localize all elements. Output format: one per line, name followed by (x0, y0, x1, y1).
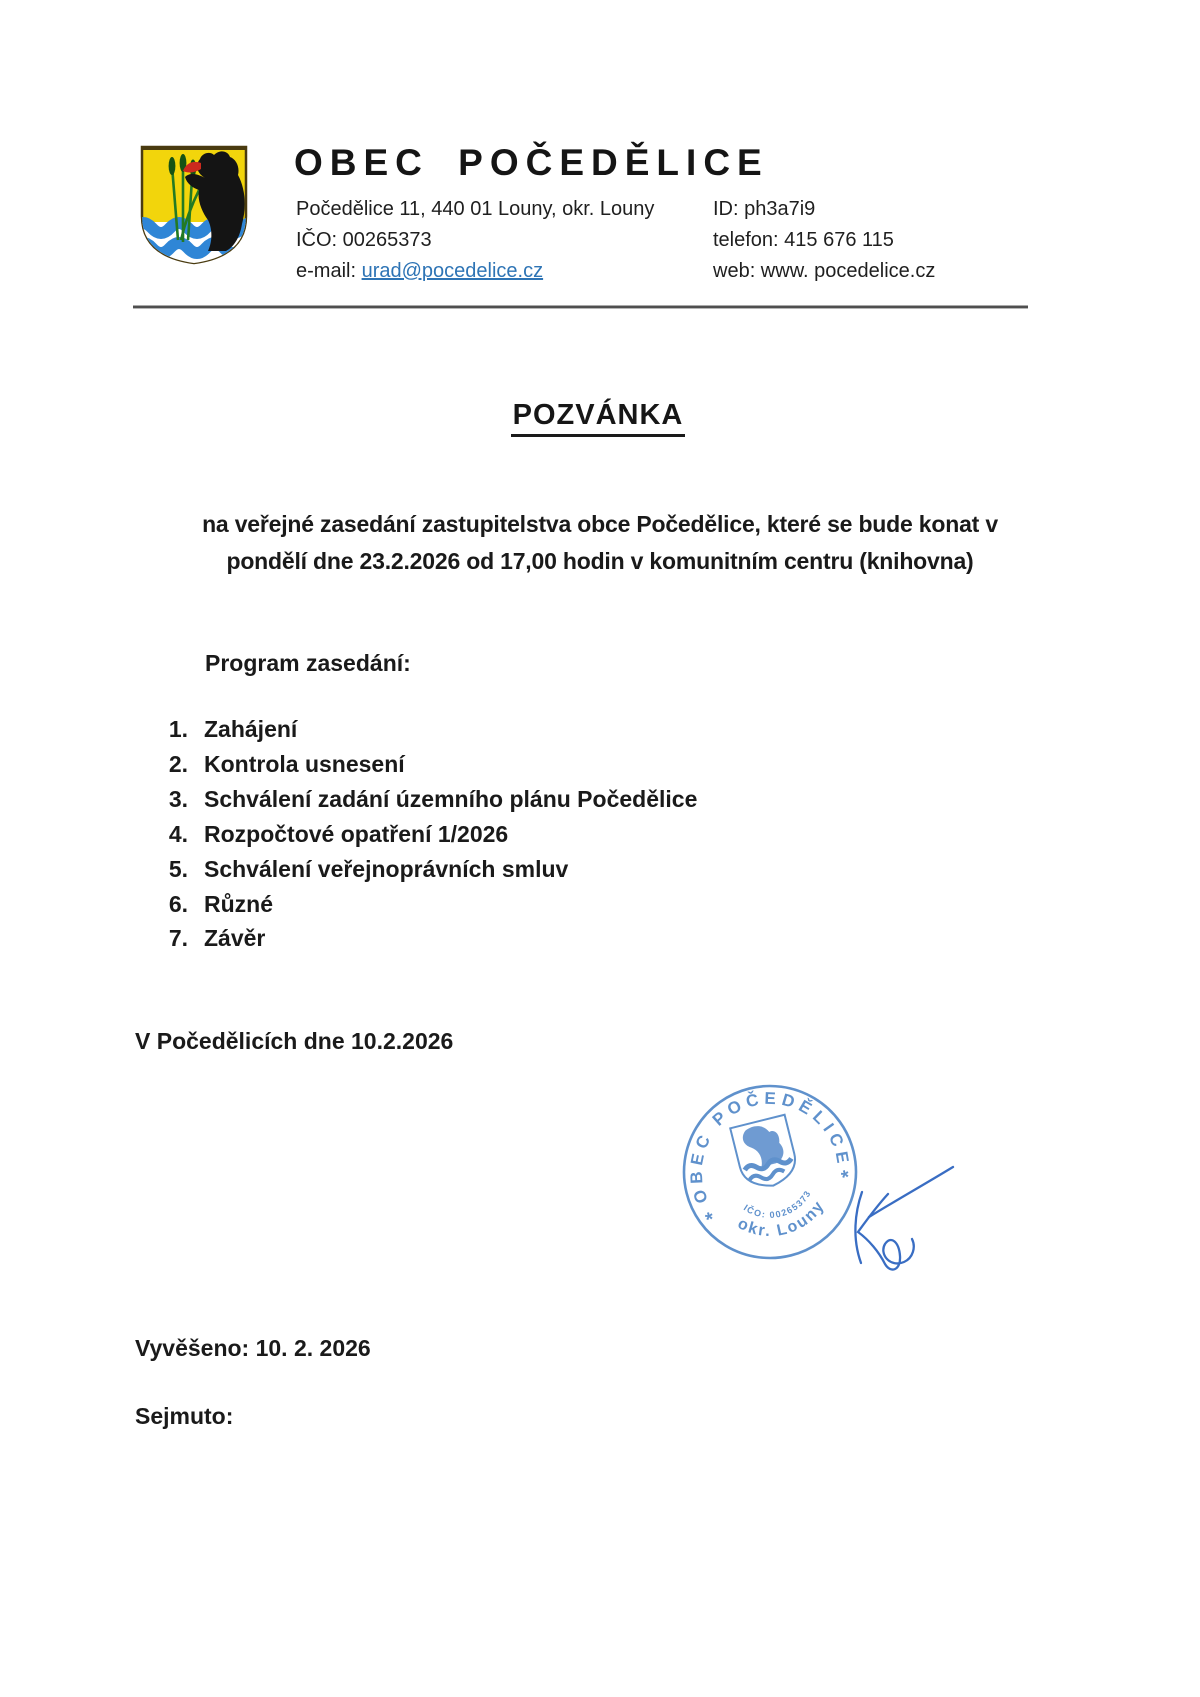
phone-line: telefon: 415 676 115 (713, 229, 894, 251)
intro-paragraph (0, 506, 1200, 580)
email-link[interactable]: urad@pocedelice.cz (361, 260, 544, 282)
doc-title-row (0, 399, 1196, 437)
item-number: 4. (168, 820, 188, 847)
ico-line: IČO: 00265373 (296, 229, 432, 251)
intro-line-1: na veřejné zasedání zastupitelstva obce Počedělice, které se bude konat v (202, 511, 998, 537)
item-text: Schválení veřejnoprávních smluv (204, 855, 569, 882)
item-number: 6. (168, 890, 188, 917)
program-item (160, 887, 697, 922)
program-heading: Program zasedání: (205, 650, 411, 676)
contact-left-column (296, 194, 654, 287)
program-item (160, 817, 697, 852)
program-item (160, 747, 697, 782)
item-number: 1. (168, 716, 188, 742)
item-text: Různé (204, 890, 273, 917)
intro-line-2: pondělí dne 23.2.2026 od 17,00 hodin v komunitním centru (knihovna) (226, 548, 974, 574)
email-label: e-mail: (296, 260, 362, 282)
coat-of-arms-icon (138, 144, 250, 266)
stamp-top-text: OBEC POČEDĚLICE (686, 1088, 854, 1206)
item-text: Schválení zadání územního plánu Počedělice (204, 785, 698, 812)
item-text: Zahájení (204, 716, 298, 742)
stamp-ico-text: IČO: 00265373 (741, 1188, 814, 1221)
item-text: Závěr (204, 925, 266, 952)
svg-text:okr. Louny (732, 1195, 834, 1250)
program-item (160, 852, 697, 887)
org-name: OBEC POČEDĚLICE (294, 142, 769, 183)
email-line (296, 256, 654, 287)
item-number: 5. (168, 855, 188, 882)
program-item (160, 782, 697, 817)
stamp-star-right: * (839, 1166, 853, 1190)
removed-line: Sejmuto: (135, 1403, 234, 1429)
header-divider (133, 305, 1028, 309)
address-line: Počedělice 11, 440 01 Louny, okr. Louny (296, 198, 655, 220)
item-text: Rozpočtové opatření 1/2026 (204, 820, 509, 847)
id-line: ID: ph3a7i9 (713, 198, 816, 220)
program-item (160, 921, 697, 956)
signature-graphic (838, 1152, 973, 1282)
doc-title: POZVÁNKA (511, 399, 686, 437)
posted-line: Vyvěšeno: 10. 2. 2026 (135, 1335, 371, 1361)
program-list (160, 712, 697, 956)
item-number: 2. (168, 750, 188, 777)
item-text: Kontrola usnesení (204, 750, 405, 777)
place-date-line: V Počedělicích dne 10.2.2026 (135, 1028, 454, 1054)
item-number: 3. (168, 785, 188, 812)
program-item (160, 712, 697, 747)
contact-right-column (713, 194, 935, 287)
stamp-star-left: * (703, 1208, 717, 1232)
stamp-bottom-text: okr. Louny (734, 1197, 829, 1241)
stamp-shield (730, 1115, 800, 1193)
item-number: 7. (168, 925, 188, 952)
web-line: web: www. pocedelice.cz (713, 260, 936, 282)
